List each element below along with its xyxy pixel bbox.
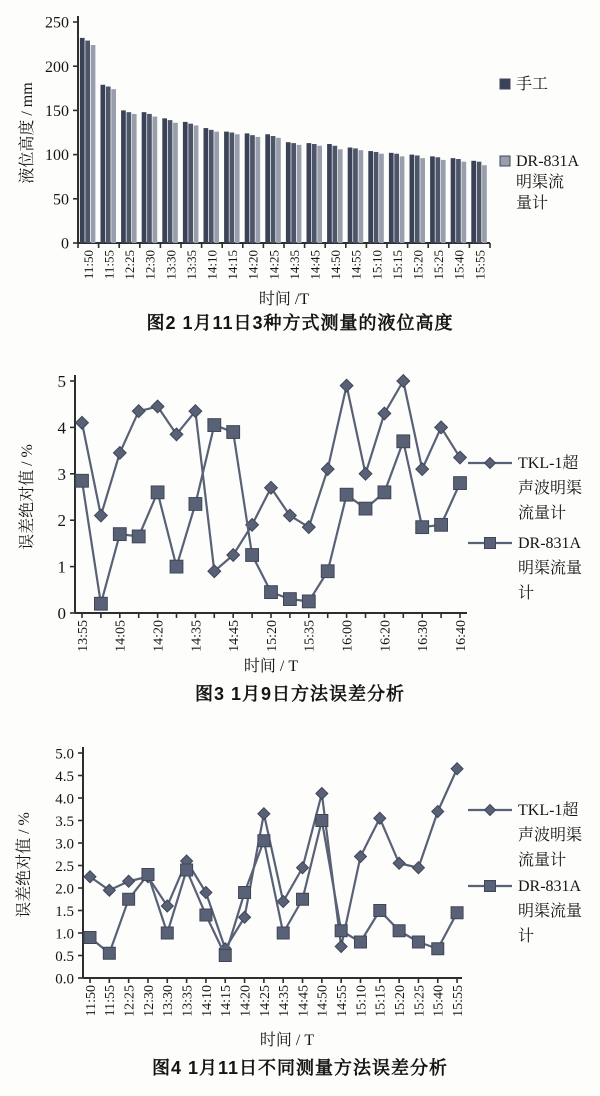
legend	[468, 800, 582, 945]
legend-label: 计	[518, 585, 535, 602]
bar	[235, 134, 240, 243]
square-marker	[451, 907, 463, 919]
diamond-marker	[123, 875, 135, 887]
bar	[410, 155, 415, 243]
bar	[394, 154, 399, 243]
legend-swatch	[500, 156, 510, 166]
legend-label: DR-831A	[518, 535, 582, 552]
diamond-marker	[378, 407, 391, 420]
square-marker	[432, 943, 444, 955]
square-marker	[227, 426, 240, 439]
figure4-x-axis-title: 时间 / T	[259, 1032, 315, 1049]
figure3-caption: 图3 1月9日方法误差分析	[194, 684, 406, 704]
square-marker	[170, 560, 183, 573]
svg-text:15:55: 15:55	[450, 985, 466, 1017]
square-marker	[76, 474, 89, 487]
figure3-plot	[0, 360, 600, 655]
square-marker	[485, 881, 496, 892]
diamond-marker	[393, 857, 405, 869]
svg-text:3: 3	[57, 464, 66, 484]
bar	[462, 162, 467, 243]
legend-label: DR-831A	[516, 153, 580, 170]
diamond-marker	[258, 808, 270, 820]
square-marker	[239, 887, 251, 899]
square-marker	[340, 488, 353, 501]
svg-text:14:50: 14:50	[315, 985, 331, 1017]
svg-text:14:35: 14:35	[286, 250, 302, 280]
svg-text:0: 0	[57, 603, 66, 623]
figure2-caption: 图2 1月11日3种方式测量的液位高度	[146, 313, 454, 333]
bar	[441, 160, 446, 243]
square-marker	[84, 932, 96, 944]
diamond-marker	[432, 806, 444, 818]
square-marker	[95, 597, 108, 610]
legend-label: 声波明渠	[518, 827, 583, 844]
series-line	[82, 425, 460, 604]
bar	[265, 134, 270, 243]
square-marker	[181, 864, 193, 876]
svg-text:13:35: 13:35	[183, 250, 199, 280]
square-marker	[297, 893, 309, 905]
legend	[468, 453, 582, 602]
bar	[482, 165, 487, 243]
legend-label: 声波明渠	[518, 480, 583, 497]
diamond-marker	[397, 375, 410, 388]
bar	[400, 156, 405, 243]
legend-label: 量计	[516, 195, 549, 212]
diamond-marker	[454, 451, 467, 464]
diamond-marker	[284, 509, 297, 522]
figure2-y-axis-title: 液位高度 / mm	[19, 82, 36, 184]
square-marker	[378, 486, 391, 499]
legend	[500, 75, 580, 212]
svg-text:14:50: 14:50	[328, 250, 344, 280]
bar	[338, 149, 343, 243]
svg-text:1: 1	[57, 557, 66, 577]
square-marker	[208, 419, 221, 432]
svg-text:0: 0	[61, 235, 69, 253]
figure2-plot	[0, 0, 600, 300]
svg-text:14:15: 14:15	[225, 250, 241, 280]
diamond-marker	[151, 400, 164, 413]
svg-text:16:20: 16:20	[378, 620, 394, 652]
bar	[415, 155, 420, 243]
bar	[214, 132, 219, 243]
svg-text:3.5: 3.5	[55, 813, 74, 830]
bar	[173, 123, 178, 243]
bar	[168, 120, 173, 243]
svg-text:13:55: 13:55	[75, 620, 91, 652]
legend-label: 计	[518, 928, 535, 945]
bar	[312, 144, 317, 243]
series-line	[90, 769, 457, 949]
line-series-0	[76, 375, 467, 578]
square-marker	[416, 521, 429, 534]
svg-text:2: 2	[57, 511, 66, 531]
bar	[194, 125, 199, 243]
svg-text:15:40: 15:40	[431, 985, 447, 1017]
bar	[153, 117, 158, 243]
bar	[183, 122, 188, 243]
svg-text:14:15: 14:15	[219, 985, 235, 1017]
svg-text:14:05: 14:05	[113, 620, 129, 652]
svg-text:12:30: 12:30	[142, 250, 158, 280]
square-marker	[246, 549, 259, 562]
svg-text:4.5: 4.5	[55, 768, 74, 785]
diamond-marker	[359, 467, 372, 480]
square-marker	[359, 502, 372, 515]
bar	[162, 118, 167, 243]
bar	[111, 89, 116, 243]
bar	[127, 112, 132, 243]
bar	[327, 144, 332, 243]
square-marker	[258, 835, 270, 847]
square-marker	[142, 869, 154, 881]
diamond-marker	[95, 509, 108, 522]
svg-text:11:50: 11:50	[83, 985, 99, 1017]
legend-swatch	[500, 79, 510, 89]
bar	[85, 41, 90, 243]
bar	[471, 161, 476, 243]
svg-text:5: 5	[57, 371, 66, 391]
diamond-marker	[113, 447, 126, 460]
svg-text:2.0: 2.0	[55, 881, 74, 898]
bar	[286, 142, 291, 243]
svg-text:15:15: 15:15	[373, 985, 389, 1017]
bar	[297, 145, 302, 243]
bar	[374, 152, 379, 243]
bar	[451, 158, 456, 243]
square-marker	[354, 936, 366, 948]
square-marker	[151, 486, 164, 499]
svg-text:15:20: 15:20	[264, 620, 280, 652]
diamond-marker	[335, 941, 347, 953]
svg-text:12:30: 12:30	[141, 985, 157, 1017]
bar	[132, 114, 137, 243]
svg-text:13:30: 13:30	[163, 250, 179, 280]
svg-text:4: 4	[57, 418, 66, 438]
svg-text:15:35: 15:35	[302, 620, 318, 652]
square-marker	[374, 905, 386, 917]
diamond-marker	[485, 458, 496, 469]
square-marker	[123, 893, 135, 905]
bar	[106, 87, 111, 243]
diamond-marker	[416, 463, 429, 476]
square-marker	[316, 815, 328, 827]
svg-text:15:25: 15:25	[431, 250, 447, 280]
bar	[147, 114, 152, 243]
square-marker	[393, 925, 405, 937]
diamond-marker	[200, 887, 212, 899]
svg-text:14:35: 14:35	[189, 620, 205, 652]
line-series-0	[84, 763, 463, 955]
svg-text:3.0: 3.0	[55, 836, 74, 853]
bar	[368, 151, 373, 243]
bar	[348, 148, 353, 243]
bar	[204, 128, 209, 243]
figure2-x-axis-title: 时间 /T	[258, 291, 310, 308]
svg-text:14:55: 14:55	[348, 250, 364, 280]
square-marker	[284, 593, 297, 606]
legend-label: 明渠流量	[518, 560, 583, 577]
legend-label: TKL-1超	[518, 455, 579, 472]
diamond-marker	[239, 911, 251, 923]
figure4-caption: 图4 1月11日不同测量方法误差分析	[151, 1058, 449, 1078]
bar	[250, 135, 255, 243]
legend-label: DR-831A	[518, 878, 582, 895]
svg-text:11:55: 11:55	[101, 250, 117, 280]
bar	[436, 157, 441, 243]
diamond-marker	[297, 862, 309, 874]
square-marker	[412, 936, 424, 948]
svg-text:1.5: 1.5	[55, 903, 74, 920]
svg-text:12:25: 12:25	[122, 985, 138, 1017]
square-marker	[219, 950, 231, 962]
square-marker	[103, 947, 115, 959]
svg-text:15:40: 15:40	[451, 250, 467, 280]
svg-text:13:35: 13:35	[180, 985, 196, 1017]
bar	[271, 136, 276, 243]
diamond-marker	[354, 851, 366, 863]
diamond-marker	[340, 379, 353, 392]
legend-label: 手工	[516, 76, 549, 93]
figure3-line-chart	[0, 360, 600, 728]
diamond-marker	[132, 405, 145, 418]
square-marker	[132, 530, 145, 543]
svg-text:14:20: 14:20	[151, 620, 167, 652]
bar	[142, 112, 147, 243]
line-series-1	[76, 419, 467, 610]
legend-label: 流量计	[518, 852, 567, 869]
svg-text:250: 250	[45, 14, 69, 32]
figure3-y-axis-title: 误差绝对值 / %	[19, 444, 36, 550]
square-marker	[321, 565, 334, 578]
diamond-marker	[451, 763, 463, 775]
svg-text:150: 150	[45, 103, 69, 120]
diamond-marker	[321, 463, 334, 476]
svg-text:15:10: 15:10	[369, 250, 385, 280]
diamond-marker	[374, 812, 386, 824]
figure2-bar-chart	[0, 0, 600, 350]
diamond-marker	[161, 900, 173, 912]
figure4-y-axis-title: 误差绝对值 / %	[16, 812, 33, 918]
svg-text:16:30: 16:30	[416, 620, 432, 652]
bar	[379, 154, 384, 243]
axes	[83, 747, 462, 978]
svg-text:1.0: 1.0	[55, 926, 74, 943]
bar	[291, 143, 296, 243]
bar	[245, 133, 250, 243]
legend-label: 流量计	[518, 505, 567, 522]
svg-text:5.0: 5.0	[55, 746, 74, 763]
bar	[353, 148, 358, 243]
svg-text:15:55: 15:55	[472, 250, 488, 280]
svg-text:14:20: 14:20	[238, 985, 254, 1017]
svg-text:11:55: 11:55	[103, 985, 119, 1017]
svg-text:15:20: 15:20	[410, 250, 426, 280]
svg-text:0.0: 0.0	[55, 971, 74, 988]
svg-text:16:40: 16:40	[453, 620, 469, 652]
diamond-marker	[277, 896, 289, 908]
svg-text:14:45: 14:45	[227, 620, 243, 652]
svg-text:14:45: 14:45	[307, 250, 323, 280]
svg-text:15:15: 15:15	[389, 250, 405, 280]
diamond-marker	[412, 862, 424, 874]
svg-text:100: 100	[45, 147, 69, 165]
svg-text:14:10: 14:10	[199, 985, 215, 1017]
bar	[420, 158, 425, 243]
svg-text:16:00: 16:00	[340, 620, 356, 652]
svg-text:14:20: 14:20	[245, 250, 261, 280]
svg-text:14:35: 14:35	[277, 985, 293, 1017]
figure4-plot	[0, 728, 600, 1028]
square-marker	[435, 518, 448, 531]
square-marker	[454, 477, 467, 490]
bar	[209, 130, 214, 243]
square-marker	[277, 927, 289, 939]
tick-labels	[58, 372, 469, 652]
bar	[477, 162, 482, 243]
square-marker	[302, 595, 315, 608]
diamond-marker	[302, 521, 315, 534]
bar	[307, 143, 312, 243]
square-marker	[397, 435, 410, 448]
diamond-marker	[485, 805, 496, 816]
diamond-marker	[435, 421, 448, 434]
figure4-line-chart	[0, 728, 600, 1096]
svg-text:14:55: 14:55	[335, 985, 351, 1017]
bar	[101, 85, 106, 243]
svg-text:12:25: 12:25	[122, 250, 138, 280]
bar	[91, 45, 96, 243]
svg-text:15:10: 15:10	[354, 985, 370, 1017]
svg-text:0.5: 0.5	[55, 948, 74, 965]
svg-text:15:25: 15:25	[412, 985, 428, 1017]
svg-text:11:50: 11:50	[80, 250, 96, 280]
legend-label: TKL-1超	[518, 802, 579, 819]
bar	[188, 124, 193, 243]
square-marker	[200, 909, 212, 921]
bar	[224, 132, 229, 243]
bar	[389, 153, 394, 243]
svg-text:15:20: 15:20	[393, 985, 409, 1017]
svg-text:4.0: 4.0	[55, 791, 74, 808]
bar	[456, 159, 461, 243]
figure3-x-axis-title: 时间 / T	[243, 658, 299, 675]
svg-text:14:25: 14:25	[257, 985, 273, 1017]
legend-label: 明渠流	[516, 174, 565, 191]
tick-labels	[55, 746, 466, 1017]
line-series-1	[84, 815, 463, 962]
bar	[256, 137, 261, 243]
svg-text:2.5: 2.5	[55, 858, 74, 875]
bar	[230, 133, 235, 244]
square-marker	[265, 586, 278, 599]
svg-text:14:10: 14:10	[204, 250, 220, 280]
square-marker	[113, 528, 126, 541]
legend-label: 明渠流量	[518, 903, 583, 920]
bar	[430, 156, 435, 243]
square-marker	[335, 925, 347, 937]
bar	[317, 146, 322, 243]
square-marker	[161, 927, 173, 939]
diamond-marker	[76, 416, 89, 429]
diamond-marker	[265, 481, 278, 494]
bar	[121, 110, 126, 243]
svg-text:50: 50	[53, 191, 69, 209]
svg-text:200: 200	[45, 58, 69, 76]
bar	[80, 38, 85, 243]
bar	[276, 138, 281, 243]
svg-text:14:25: 14:25	[266, 250, 282, 280]
svg-text:14:45: 14:45	[296, 985, 312, 1017]
svg-text:13:30: 13:30	[161, 985, 177, 1017]
square-marker	[485, 538, 496, 549]
axes	[78, 16, 490, 243]
diamond-marker	[316, 788, 328, 800]
bar	[359, 150, 364, 243]
square-marker	[189, 498, 202, 511]
bar	[333, 146, 338, 243]
